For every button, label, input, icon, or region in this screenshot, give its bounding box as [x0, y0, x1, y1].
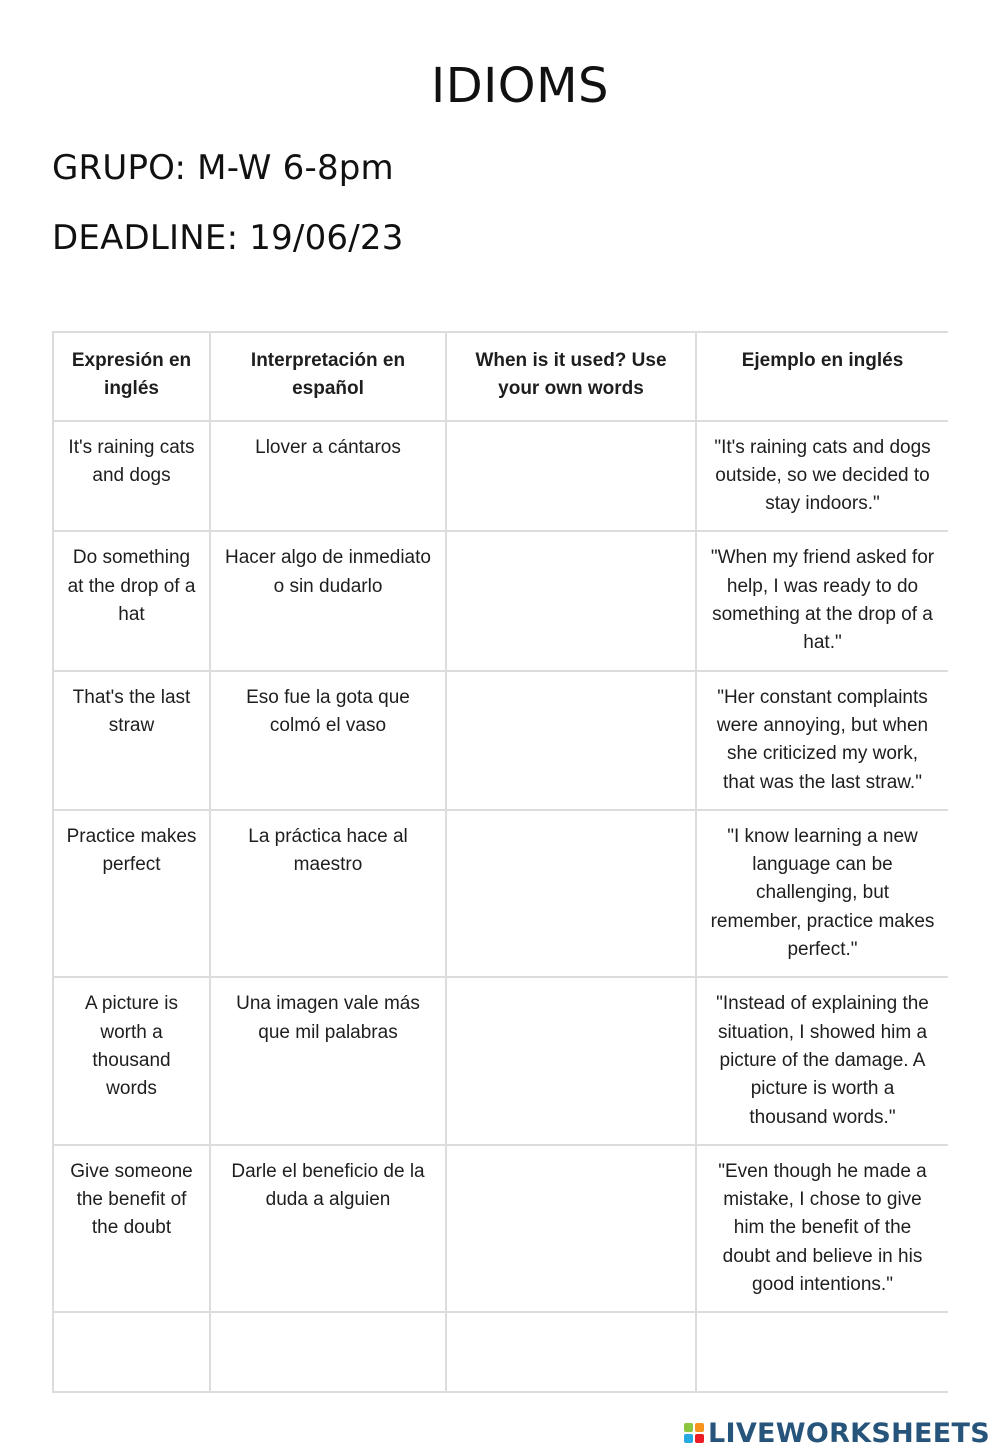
group-label: GRUPO: M-W 6-8pm: [52, 148, 394, 188]
expression-cell: It's raining cats and dogs: [53, 421, 210, 532]
interpretation-cell: Eso fue la gota que colmó el vaso: [210, 671, 446, 810]
idioms-table: [52, 331, 948, 1393]
expression-cell: Practice makes perfect: [53, 810, 210, 977]
example-cell: "When my friend asked for help, I was ready to do something at the drop of a hat.": [696, 531, 948, 670]
liveworksheets-logo-icon: [684, 1423, 704, 1443]
interpretation-cell: Llover a cántaros: [210, 421, 446, 532]
page-title: IDIOMS: [431, 58, 609, 114]
when-used-answer-cell[interactable]: [446, 810, 696, 977]
expression-cell: Give someone the benefit of the doubt: [53, 1145, 210, 1312]
when-used-answer-cell[interactable]: [446, 1145, 696, 1312]
interpretation-cell: Darle el beneficio de la duda a alguien: [210, 1145, 446, 1312]
when-used-answer-cell[interactable]: [446, 421, 696, 532]
example-cell: "Her constant complaints were annoying, but when she criticized my work, that was the last straw.": [696, 671, 948, 810]
logo-square-blue: [684, 1434, 693, 1443]
table-row: [53, 671, 948, 810]
header-example: Ejemplo en inglés: [696, 332, 948, 421]
table-row: [53, 977, 948, 1144]
header-expression: Expresión en inglés: [53, 332, 210, 421]
table-row: [53, 810, 948, 977]
liveworksheets-logo[interactable]: [684, 1418, 990, 1448]
expression-cell: [53, 1312, 210, 1392]
table-row: [53, 1312, 948, 1392]
example-cell: [696, 1312, 948, 1392]
interpretation-cell: Una imagen vale más que mil palabras: [210, 977, 446, 1144]
expression-cell: Do something at the drop of a hat: [53, 531, 210, 670]
when-used-answer-cell[interactable]: [446, 977, 696, 1144]
interpretation-cell: [210, 1312, 446, 1392]
table-row: [53, 531, 948, 670]
interpretation-cell: La práctica hace al maestro: [210, 810, 446, 977]
when-used-answer-cell[interactable]: [446, 531, 696, 670]
logo-square-red: [695, 1434, 704, 1443]
idioms-table-container: [52, 331, 948, 1404]
expression-cell: A picture is worth a thousand words: [53, 977, 210, 1144]
header-when-used: When is it used? Use your own words: [446, 332, 696, 421]
example-cell: "Instead of explaining the situation, I showed him a picture of the damage. A picture is worth a thousand words.": [696, 977, 948, 1144]
logo-square-orange: [695, 1423, 704, 1432]
example-cell: "It's raining cats and dogs outside, so we decided to stay indoors.": [696, 421, 948, 532]
when-used-answer-cell[interactable]: [446, 671, 696, 810]
header-interpretation: Interpretación en español: [210, 332, 446, 421]
interpretation-cell: Hacer algo de inmediato o sin dudarlo: [210, 531, 446, 670]
table-header-row: [53, 332, 948, 421]
table-row: [53, 421, 948, 532]
deadline-label: DEADLINE: 19/06/23: [52, 218, 404, 258]
expression-cell: That's the last straw: [53, 671, 210, 810]
liveworksheets-logo-text: LIVEWORKSHEETS: [707, 1417, 990, 1449]
logo-square-green: [684, 1423, 693, 1432]
example-cell: "Even though he made a mistake, I chose to give him the benefit of the doubt and believe in his good intentions.": [696, 1145, 948, 1312]
table-row: [53, 1145, 948, 1312]
example-cell: "I know learning a new language can be challenging, but remember, practice makes perfect.": [696, 810, 948, 977]
when-used-answer-cell[interactable]: [446, 1312, 696, 1392]
